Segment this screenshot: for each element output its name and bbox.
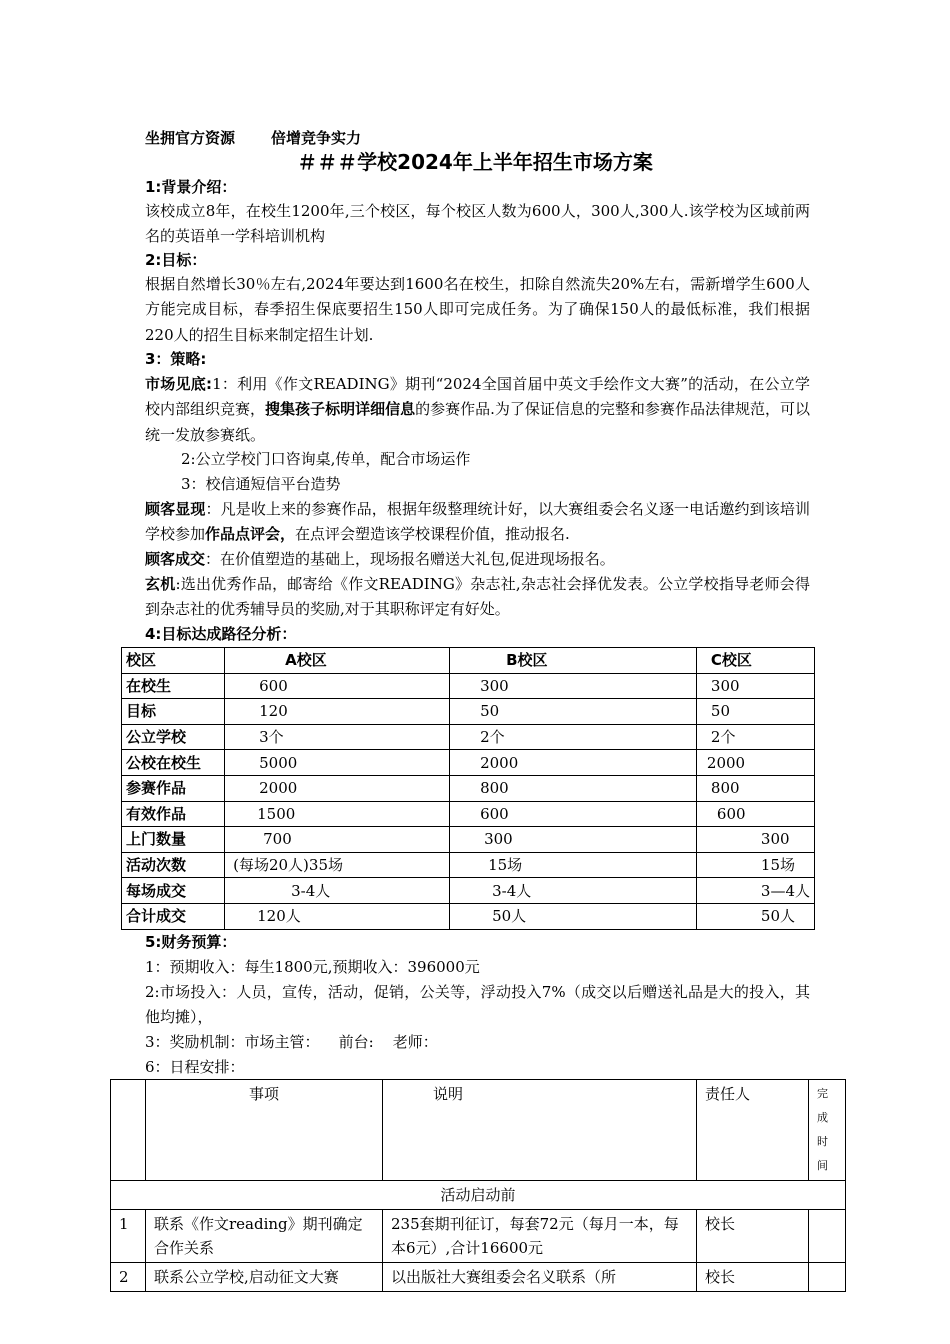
- finance-line-1: 1：预期收入：每生1800元,预期收入：396000元: [145, 958, 480, 976]
- deal-text: ：在价值塑造的基础上，现场报名赠送大礼包,促进现场报名。: [205, 550, 615, 568]
- schedule-table: [110, 1079, 846, 1292]
- customer-text-2: 在点评会塑造该学校课程价值，推动报名.: [295, 525, 570, 544]
- customer-paragraph: [145, 497, 810, 548]
- strategy-heading: 3：策略:: [145, 350, 207, 368]
- customer-text-1: ：凡是收上来的参赛作品，根据年级整理统计好，以大赛组委会名义逐一电话邀约到该培训学校参加: [145, 500, 810, 544]
- table-row: 活动次数 (每场20人)35场 15场 15场: [122, 852, 815, 878]
- table-row: 公校在校生 5000 2000 2000: [122, 750, 815, 776]
- market-text-1: 1：利用《作文READING》期刊“2024全国首届中英文手绘作文大赛”的活动，在公立学校内部组织竞赛，: [145, 375, 810, 419]
- table-row: 目标 120 50 50: [122, 699, 815, 725]
- mystery-paragraph: [145, 572, 810, 623]
- table-row: 有效作品 1500 600 600: [122, 801, 815, 827]
- table-row: 1 联系《作文reading》期刊确定合作关系 235套期刊征订，每套72元（每月一本，每本6元）,合计16600元 校长: [111, 1210, 846, 1263]
- goal-text: 根据自然增长30％左右,2024年要达到1600名在校生，扣除自然流失20%左右，需新增学生600人方能完成目标，春季招生保底要招生150人即可完成任务。为了确保150人的最低标准，我们根据220人的招生目标来制定招生计划.: [145, 275, 810, 344]
- finance-line-3: 3：奖励机制：市场主管： 前台: 老师：: [145, 1033, 438, 1051]
- table-row: 公立学校 3个 2个 2个: [122, 724, 815, 750]
- strategy-market-paragraph: [145, 372, 810, 448]
- finance-heading: 5:财务预算：: [145, 933, 237, 951]
- schedule-heading: 6：日程安排：: [145, 1058, 245, 1076]
- goal-heading: 2:目标：: [145, 251, 207, 269]
- mystery-label: 玄机: [145, 575, 176, 593]
- customer-label: 顾客显现: [145, 500, 206, 518]
- finance-line-2: 2:市场投入：人员，宣传，活动，促销，公关等，浮动投入7%（成交以后赠送礼品是大的投入，其他均摊），: [145, 983, 810, 1027]
- market-text-2: 的参赛作品.为了保证信息的完整和参赛作品法律规范，可以统一发放参赛纸。: [145, 400, 810, 444]
- strategy-item-2: 2:公立学校门口咨询桌,传单，配合市场运作: [181, 450, 471, 468]
- slogan-left: 坐拥官方资源: [145, 129, 236, 147]
- analysis-table: [121, 647, 815, 930]
- customer-bold: 作品点评会，: [205, 525, 296, 544]
- market-label: 市场见底:: [145, 375, 213, 393]
- schedule-phase-row: 活动启动前: [111, 1181, 846, 1210]
- table-row: 每场成交 3-4人 3-4人 3—4人: [122, 878, 815, 904]
- background-heading: 1:背景介绍：: [145, 178, 237, 196]
- table-row: 2 联系公立学校,启动征文大赛 以出版社大赛组委会名义联系（所 校长: [111, 1263, 846, 1292]
- slogan-right: 倍增竞争实力: [271, 129, 362, 147]
- market-bold: 搜集孩子标明详细信息: [265, 400, 416, 419]
- table-row: 参赛作品 2000 800 800: [122, 775, 815, 801]
- slogan: [145, 126, 361, 150]
- mystery-text: :选出优秀作品，邮寄给《作文READING》杂志社,杂志社会择优发表。公立学校指导老师会得到杂志社的优秀辅导员的奖励,对于其职称评定有好处。: [145, 575, 810, 619]
- table-row: 合计成交 120人 50人 50人: [122, 903, 815, 929]
- analysis-heading: 4:目标达成路径分析：: [145, 625, 297, 643]
- schedule-header-row: 事项 说明 责任人 完成时间: [111, 1080, 846, 1181]
- table-row: 在校生 600 300 300: [122, 673, 815, 699]
- strategy-item-3: 3：校信通短信平台造势: [181, 475, 341, 493]
- background-text: 该校成立8年，在校生1200年,三个校区，每个校区人数为600人，300人,300人.该学校为区域前两名的英语单一学科培训机构: [145, 202, 810, 246]
- table-header-row: 校区 A校区 B校区 C校区: [122, 648, 815, 674]
- document-title: ＃＃＃学校2024年上半年招生市场方案: [297, 150, 653, 174]
- deal-label: 顾客成交: [145, 550, 206, 568]
- deal-paragraph: [145, 547, 810, 572]
- table-row: 上门数量 700 300 300: [122, 827, 815, 853]
